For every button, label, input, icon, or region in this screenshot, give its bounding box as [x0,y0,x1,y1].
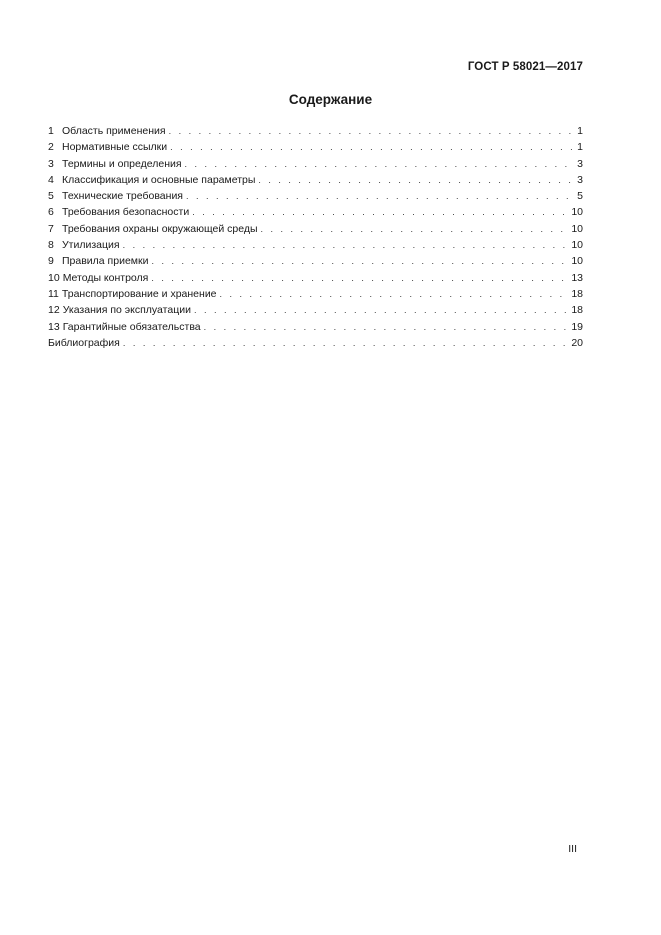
toc-entry-page: 10 [571,239,583,252]
toc-entry-page: 10 [571,222,583,235]
toc-entry-label: Требования охраны окружающей среды [62,222,258,235]
toc-entry[interactable] [48,139,583,155]
toc-entry-page: 5 [577,190,583,203]
toc-entry-label: Библиография [48,336,120,349]
toc-entry-page: 1 [577,125,583,137]
toc-entry-label: Утилизация [62,239,120,252]
toc-entry[interactable] [48,253,583,269]
toc-leader-dots [169,123,575,139]
toc-entry-number: 9 [48,255,54,268]
toc-entry-page: 18 [571,287,583,300]
toc-entry[interactable] [48,156,583,172]
toc-entry[interactable] [48,270,583,286]
toc-leader-dots [261,221,569,237]
toc-entry-number: 3 [48,157,54,170]
toc-entry-number: 6 [48,206,54,219]
toc-entry-label: Правила приемки [62,255,149,268]
toc-entry-label: Требования безопасности [62,206,190,219]
toc-entry-number: 2 [48,141,54,154]
toc-entry-page: 20 [571,336,583,349]
page-number: III [568,843,577,855]
toc-entry-label: Указания по эксплуатации [62,304,191,317]
toc-leader-dots [151,270,568,286]
toc-leader-dots [204,319,569,335]
toc-entry-label: Транспортирование и хранение [61,287,217,300]
toc-entry[interactable] [48,286,583,302]
toc-entry-number: 7 [48,222,54,235]
toc-leader-dots [151,253,568,269]
toc-entry-label: Классификация и основные параметры [62,173,256,186]
toc-leader-dots [123,237,569,253]
toc-entry-number: 10 [48,271,60,284]
toc-leader-dots [192,204,568,220]
toc-leader-dots [170,139,574,155]
toc-entry[interactable] [48,221,583,237]
toc-leader-dots [185,156,575,172]
toc-entry-number: 4 [48,173,54,186]
toc-entry-page: 13 [571,271,583,284]
toc-entry-label: Технические требования [62,190,183,203]
toc-entry-page: 3 [577,173,583,186]
toc-entry[interactable] [48,188,583,204]
toc-entry-page: 3 [577,157,583,170]
toc-title: Содержание [288,92,373,107]
toc-entry-page: 10 [571,206,583,219]
document-code: ГОСТ Р 58021—2017 [467,61,583,73]
toc-entry-page: 10 [571,255,583,268]
toc-entry[interactable] [48,302,583,318]
toc-entry[interactable] [48,237,583,253]
toc-entry[interactable] [48,335,583,351]
toc-entry-number: 1 [48,125,54,137]
toc-entry-number: 11 [48,287,59,300]
toc-entry-number: 12 [48,304,60,317]
toc-entry-number: 13 [48,320,60,333]
toc-entry-label: Область применения [62,125,166,137]
toc-entry-page: 1 [577,141,583,154]
toc-entry-label: Термины и определения [62,157,182,170]
toc-leader-dots [123,335,568,351]
toc-entry-label: Нормативные ссылки [62,141,168,154]
toc-entry-page: 18 [571,304,583,317]
toc-entry[interactable] [48,319,583,335]
toc-entry-label: Гарантийные обязательства [62,320,201,333]
toc-entry-number: 8 [48,239,54,252]
toc-entry-page: 19 [571,320,583,333]
toc-entry[interactable] [48,172,583,188]
toc-leader-dots [258,172,574,188]
toc-leader-dots [220,286,569,302]
table-of-contents [48,123,583,351]
toc-leader-dots [194,302,568,318]
toc-entry[interactable] [48,204,583,220]
toc-entry[interactable] [48,123,583,139]
toc-leader-dots [186,188,574,204]
toc-entry-number: 5 [48,190,54,203]
toc-entry-label: Методы контроля [62,271,149,284]
